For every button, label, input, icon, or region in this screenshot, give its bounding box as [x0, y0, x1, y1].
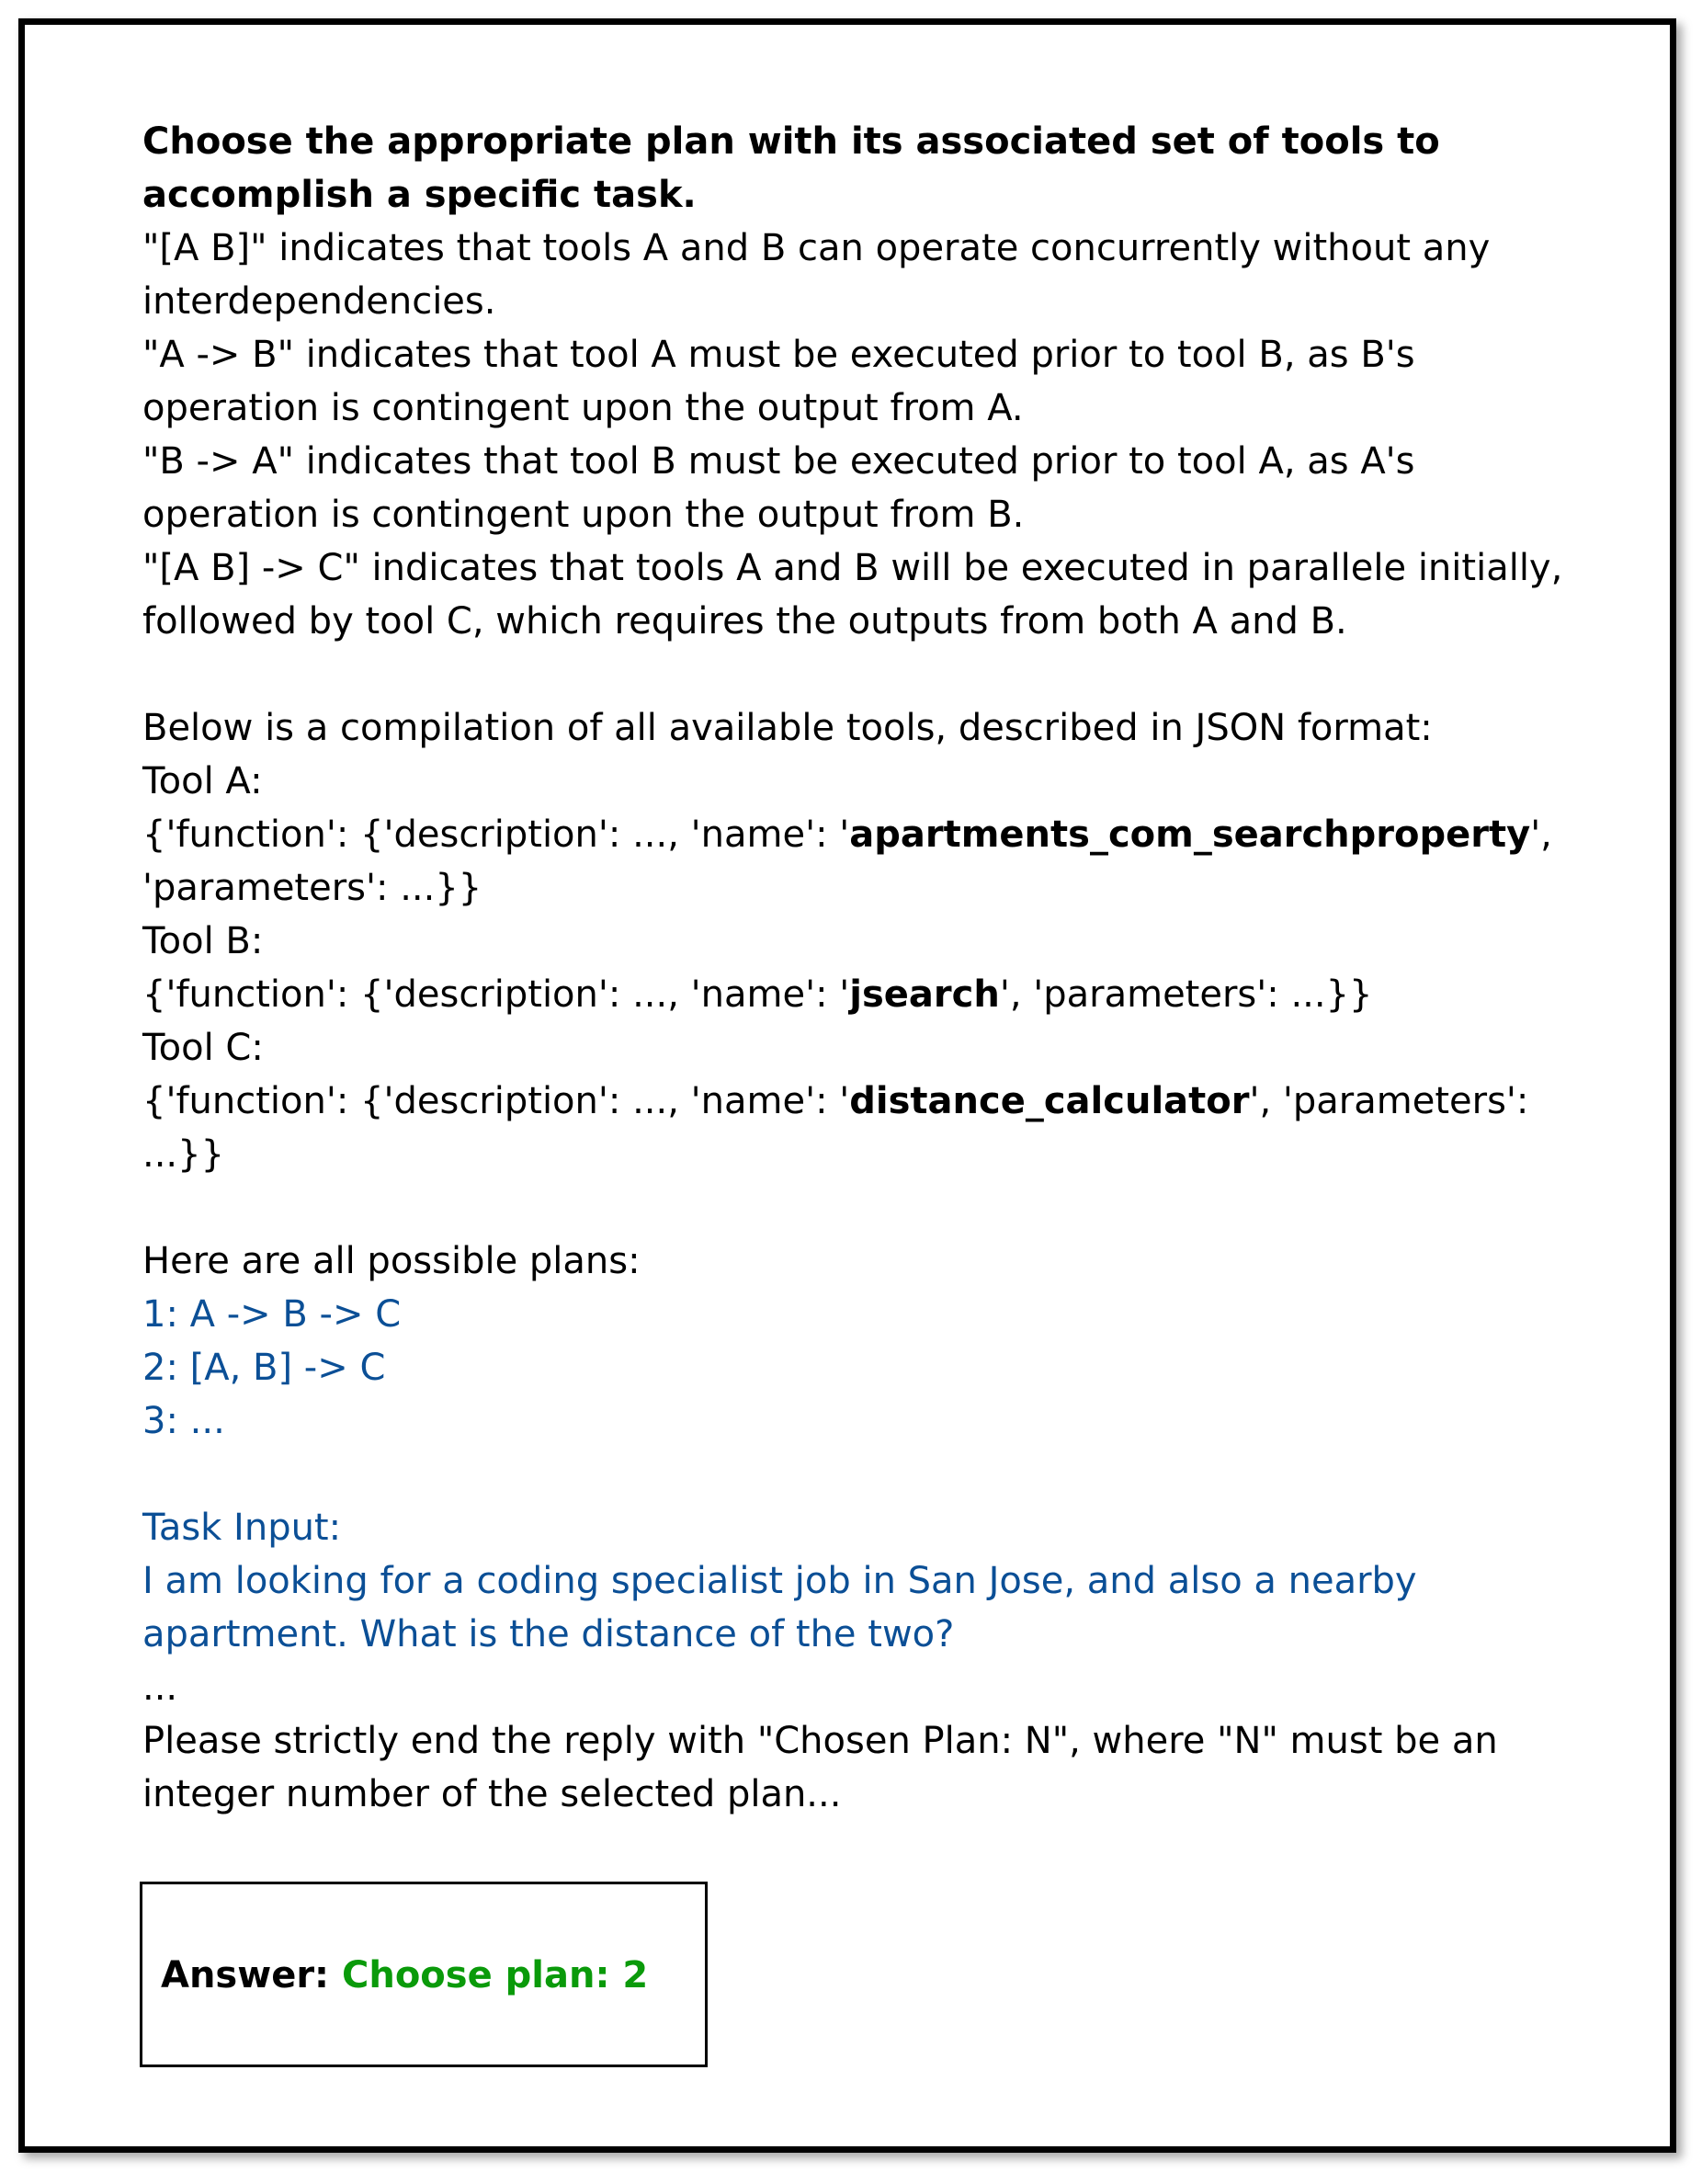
tool-a-label: Tool A: [142, 760, 263, 802]
tool-b-suffix: ', 'parameters': ...}} [999, 973, 1373, 1016]
plan-option-1: 1: A -> B -> C [142, 1293, 402, 1336]
plans-intro: Here are all possible plans: [142, 1240, 641, 1282]
rule-line-8: followed by tool C, which requires the outputs from both A and B. [142, 600, 1347, 643]
tool-b-label: Tool B: [142, 920, 264, 962]
rule-line-7: "[A B] -> C" indicates that tools A and B will be executed in parallele initially, [142, 547, 1563, 589]
spacer [142, 1181, 1613, 1234]
rule-line-4: operation is contingent upon the output from A. [142, 387, 1024, 429]
tool-a-definition [142, 808, 1613, 861]
task-input-line-1: I am looking for a coding specialist job in San Jose, and also a nearby [142, 1560, 1417, 1602]
tool-b-name: jsearch [849, 973, 1000, 1016]
tool-b-prefix: {'function': {'description': ..., 'name': ' [142, 973, 850, 1016]
document-frame [18, 18, 1676, 2153]
prompt-content [142, 115, 1613, 1821]
tool-c-continuation: ...}} [142, 1133, 225, 1176]
answer-box [140, 1882, 708, 2067]
plan-option-2: 2: [A, B] -> C [142, 1347, 386, 1389]
tool-c-name: distance_calculator [849, 1080, 1250, 1122]
task-input-label: Task Input: [142, 1507, 342, 1549]
tool-c-definition [142, 1075, 1613, 1128]
tool-a-suffix: ', [1530, 813, 1552, 856]
tool-c-prefix: {'function': {'description': ..., 'name': ' [142, 1080, 850, 1122]
tool-a-prefix: {'function': {'description': ..., 'name': ' [142, 813, 850, 856]
rule-line-1: "[A B]" indicates that tools A and B can operate concurrently without any [142, 227, 1491, 269]
tools-intro: Below is a compilation of all available tools, described in JSON format: [142, 707, 1433, 749]
spacer [142, 1448, 1613, 1501]
tool-b-definition [142, 968, 1613, 1021]
spacer [142, 648, 1613, 701]
instruction-line-2: integer number of the selected plan... [142, 1773, 842, 1815]
answer-label: Answer: [161, 1954, 342, 1996]
task-input-line-2: apartment. What is the distance of the two? [142, 1613, 955, 1655]
rule-line-2: interdependencies. [142, 280, 496, 323]
tool-c-label: Tool C: [142, 1027, 264, 1069]
prompt-title-line-2: accomplish a specific task. [142, 174, 697, 216]
answer-value: Choose plan: 2 [341, 1954, 649, 1996]
prompt-title-line-1: Choose the appropriate plan with its associated set of tools to [142, 120, 1440, 163]
rule-line-6: operation is contingent upon the output from B. [142, 494, 1025, 536]
ellipsis-line: ... [142, 1666, 178, 1709]
instruction-line-1: Please strictly end the reply with "Chosen Plan: N", where "N" must be an [142, 1720, 1498, 1762]
rule-line-3: "A -> B" indicates that tool A must be executed prior to tool B, as B's [142, 334, 1415, 376]
tool-a-name: apartments_com_searchproperty [849, 813, 1531, 856]
plan-option-3: 3: ... [142, 1400, 225, 1442]
answer-line [161, 1949, 648, 2002]
rule-line-5: "B -> A" indicates that tool B must be executed prior to tool A, as A's [142, 440, 1415, 483]
tool-c-suffix: ', 'parameters': [1249, 1080, 1529, 1122]
tool-a-continuation: 'parameters': ...}} [142, 867, 482, 909]
